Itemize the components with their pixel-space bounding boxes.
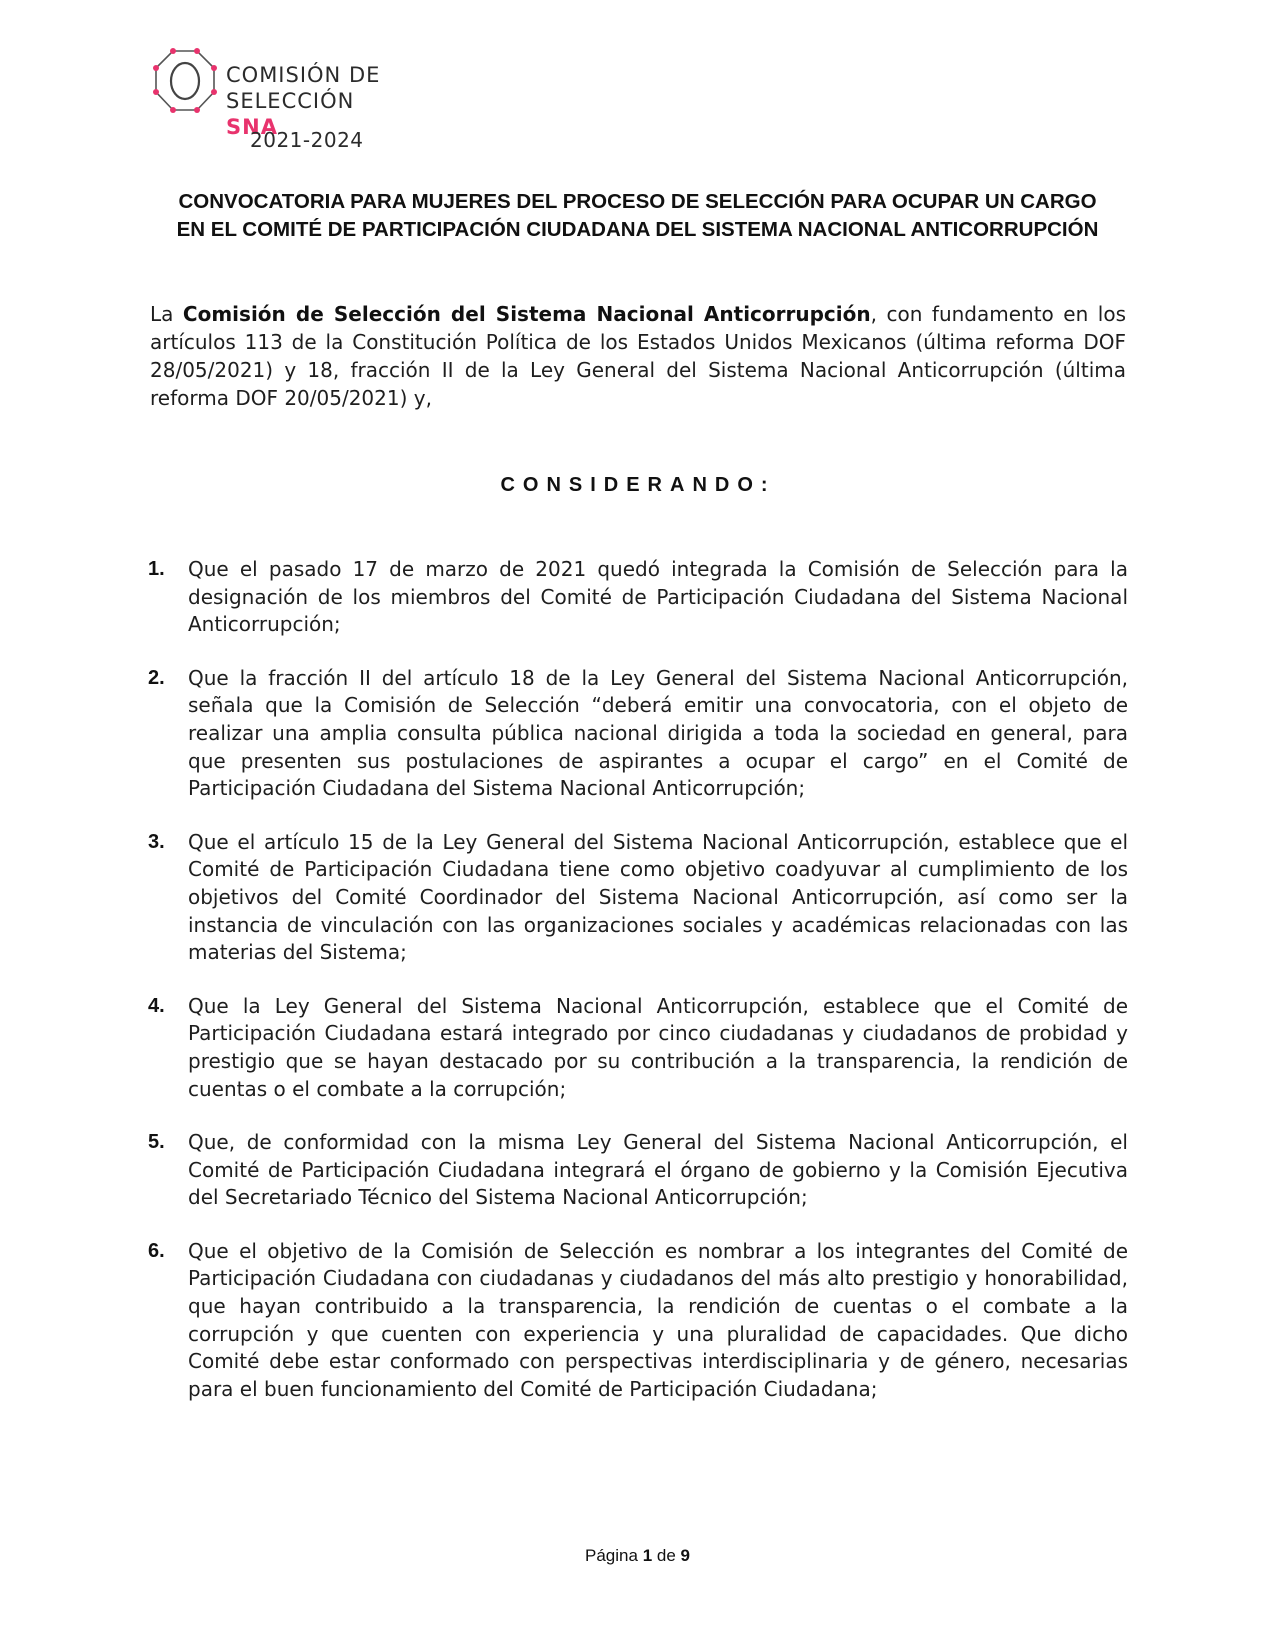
item-number: 6.: [148, 1239, 165, 1262]
octagon-logo-icon: [152, 48, 218, 114]
page-number-total: 9: [680, 1546, 690, 1565]
document-title: [130, 188, 1145, 244]
item-number: 3.: [148, 830, 165, 853]
list-item: [148, 1129, 1128, 1212]
item-text: Que el objetivo de la Comisión de Selección es nombrar a los integrantes del Comité de Participación Ciudadana con ciudadanas y ciudadanos del más alto prestigio y honorabilidad, que hayan contribuido a la transparencia, la rendición de cuentas o el combate a la corrupción y que cuenten con experiencia y una pluralidad de capacidades. Que dicho Comité debe estar conformado con perspectivas interdisciplinaria y de género, necesarias para el buen funcionamiento del Comité de Participación Ciudadana;: [188, 1238, 1128, 1401]
logo: [152, 48, 412, 158]
item-text: Que el artículo 15 de la Ley General del Sistema Nacional Anticorrupción, establece que el Comité de Participación Ciudadana tiene como objetivo coadyuvar al cumplimiento de los objetivos del Comité Coordinador del Sistema Nacional Anticorrupción, así como ser la instancia de vinculación con las organizaciones sociales y académicas relacionadas con las materias del Sistema;: [188, 829, 1128, 965]
logo-line-1: COMISIÓN DE: [226, 63, 381, 87]
logo-years: 2021-2024: [250, 128, 364, 152]
title-line-2: EN EL COMITÉ DE PARTICIPACIÓN CIUDADANA DEL SISTEMA NACIONAL ANTICORRUPCIÓN: [176, 218, 1099, 241]
logo-line-2-text: SELECCIÓN: [226, 89, 355, 113]
item-number: 1.: [148, 558, 165, 580]
list-item: [148, 829, 1128, 967]
list-item: [148, 993, 1128, 1103]
page-number-current: 1: [642, 1546, 653, 1565]
intro-prefix: La: [150, 302, 183, 326]
considerando-list: [148, 556, 1128, 1429]
page-number-prefix: Página: [585, 1546, 643, 1565]
list-item: [148, 556, 1128, 639]
list-item: [148, 1238, 1128, 1404]
intro-rest: , con fundamento en los artículos 113 de la Constitución Política de los Estados Unidos Mexicanos (última reforma DOF 28/05/2021) y 18, fracción II de la Ley General del Sistema Nacional Anticorrupción (última reforma DOF 20/05/2021) y,: [150, 302, 1127, 410]
item-number: 5.: [148, 1131, 165, 1154]
item-text: Que la fracción II del artículo 18 de la Ley General del Sistema Nacional Anticorrupción, señala que la Comisión de Selección “deberá emitir una convocatoria, con el objeto de realizar una amplia consulta pública nacional dirigida a toda la sociedad en general, para que presenten sus postulaciones de aspirantes a ocupar el cargo” en el Comité de Participación Ciudadana del Sistema Nacional Anticorrupción;: [188, 665, 1128, 801]
logo-accent: SNA: [226, 115, 278, 139]
item-text: Que el pasado 17 de marzo de 2021 quedó integrada la Comisión de Selección para la designación de los miembros del Comité de Participación Ciudadana del Sistema Nacional Anticorrupción;: [188, 557, 1128, 637]
item-text: Que, de conformidad con la misma Ley General del Sistema Nacional Anticorrupción, el Comité de Participación Ciudadana integrará el órgano de gobierno y la Comisión Ejecutiva del Secretariado Técnico del Sistema Nacional Anticorrupción;: [188, 1130, 1128, 1210]
intro-bold: Comisión de Selección del Sistema Nacional Anticorrupción: [182, 302, 871, 326]
considerando-heading: CONSIDERANDO:: [500, 474, 776, 496]
page-number-middle: de: [652, 1546, 681, 1565]
page-number: [0, 1546, 1275, 1566]
intro-paragraph: [150, 300, 1126, 412]
item-number: 4.: [148, 994, 165, 1017]
item-text: Que la Ley General del Sistema Nacional Anticorrupción, establece que el Comité de Participación Ciudadana estará integrado por cinco ciudadanas y ciudadanos de probidad y prestigio que se hayan destacado por su contribución a la transparencia, la rendición de cuentas o el combate a la corrupción;: [188, 993, 1128, 1101]
item-number: 2.: [148, 666, 165, 689]
list-item: [148, 665, 1128, 803]
title-line-1: CONVOCATORIA PARA MUJERES DEL PROCESO DE SELECCIÓN PARA OCUPAR UN CARGO: [178, 190, 1097, 213]
